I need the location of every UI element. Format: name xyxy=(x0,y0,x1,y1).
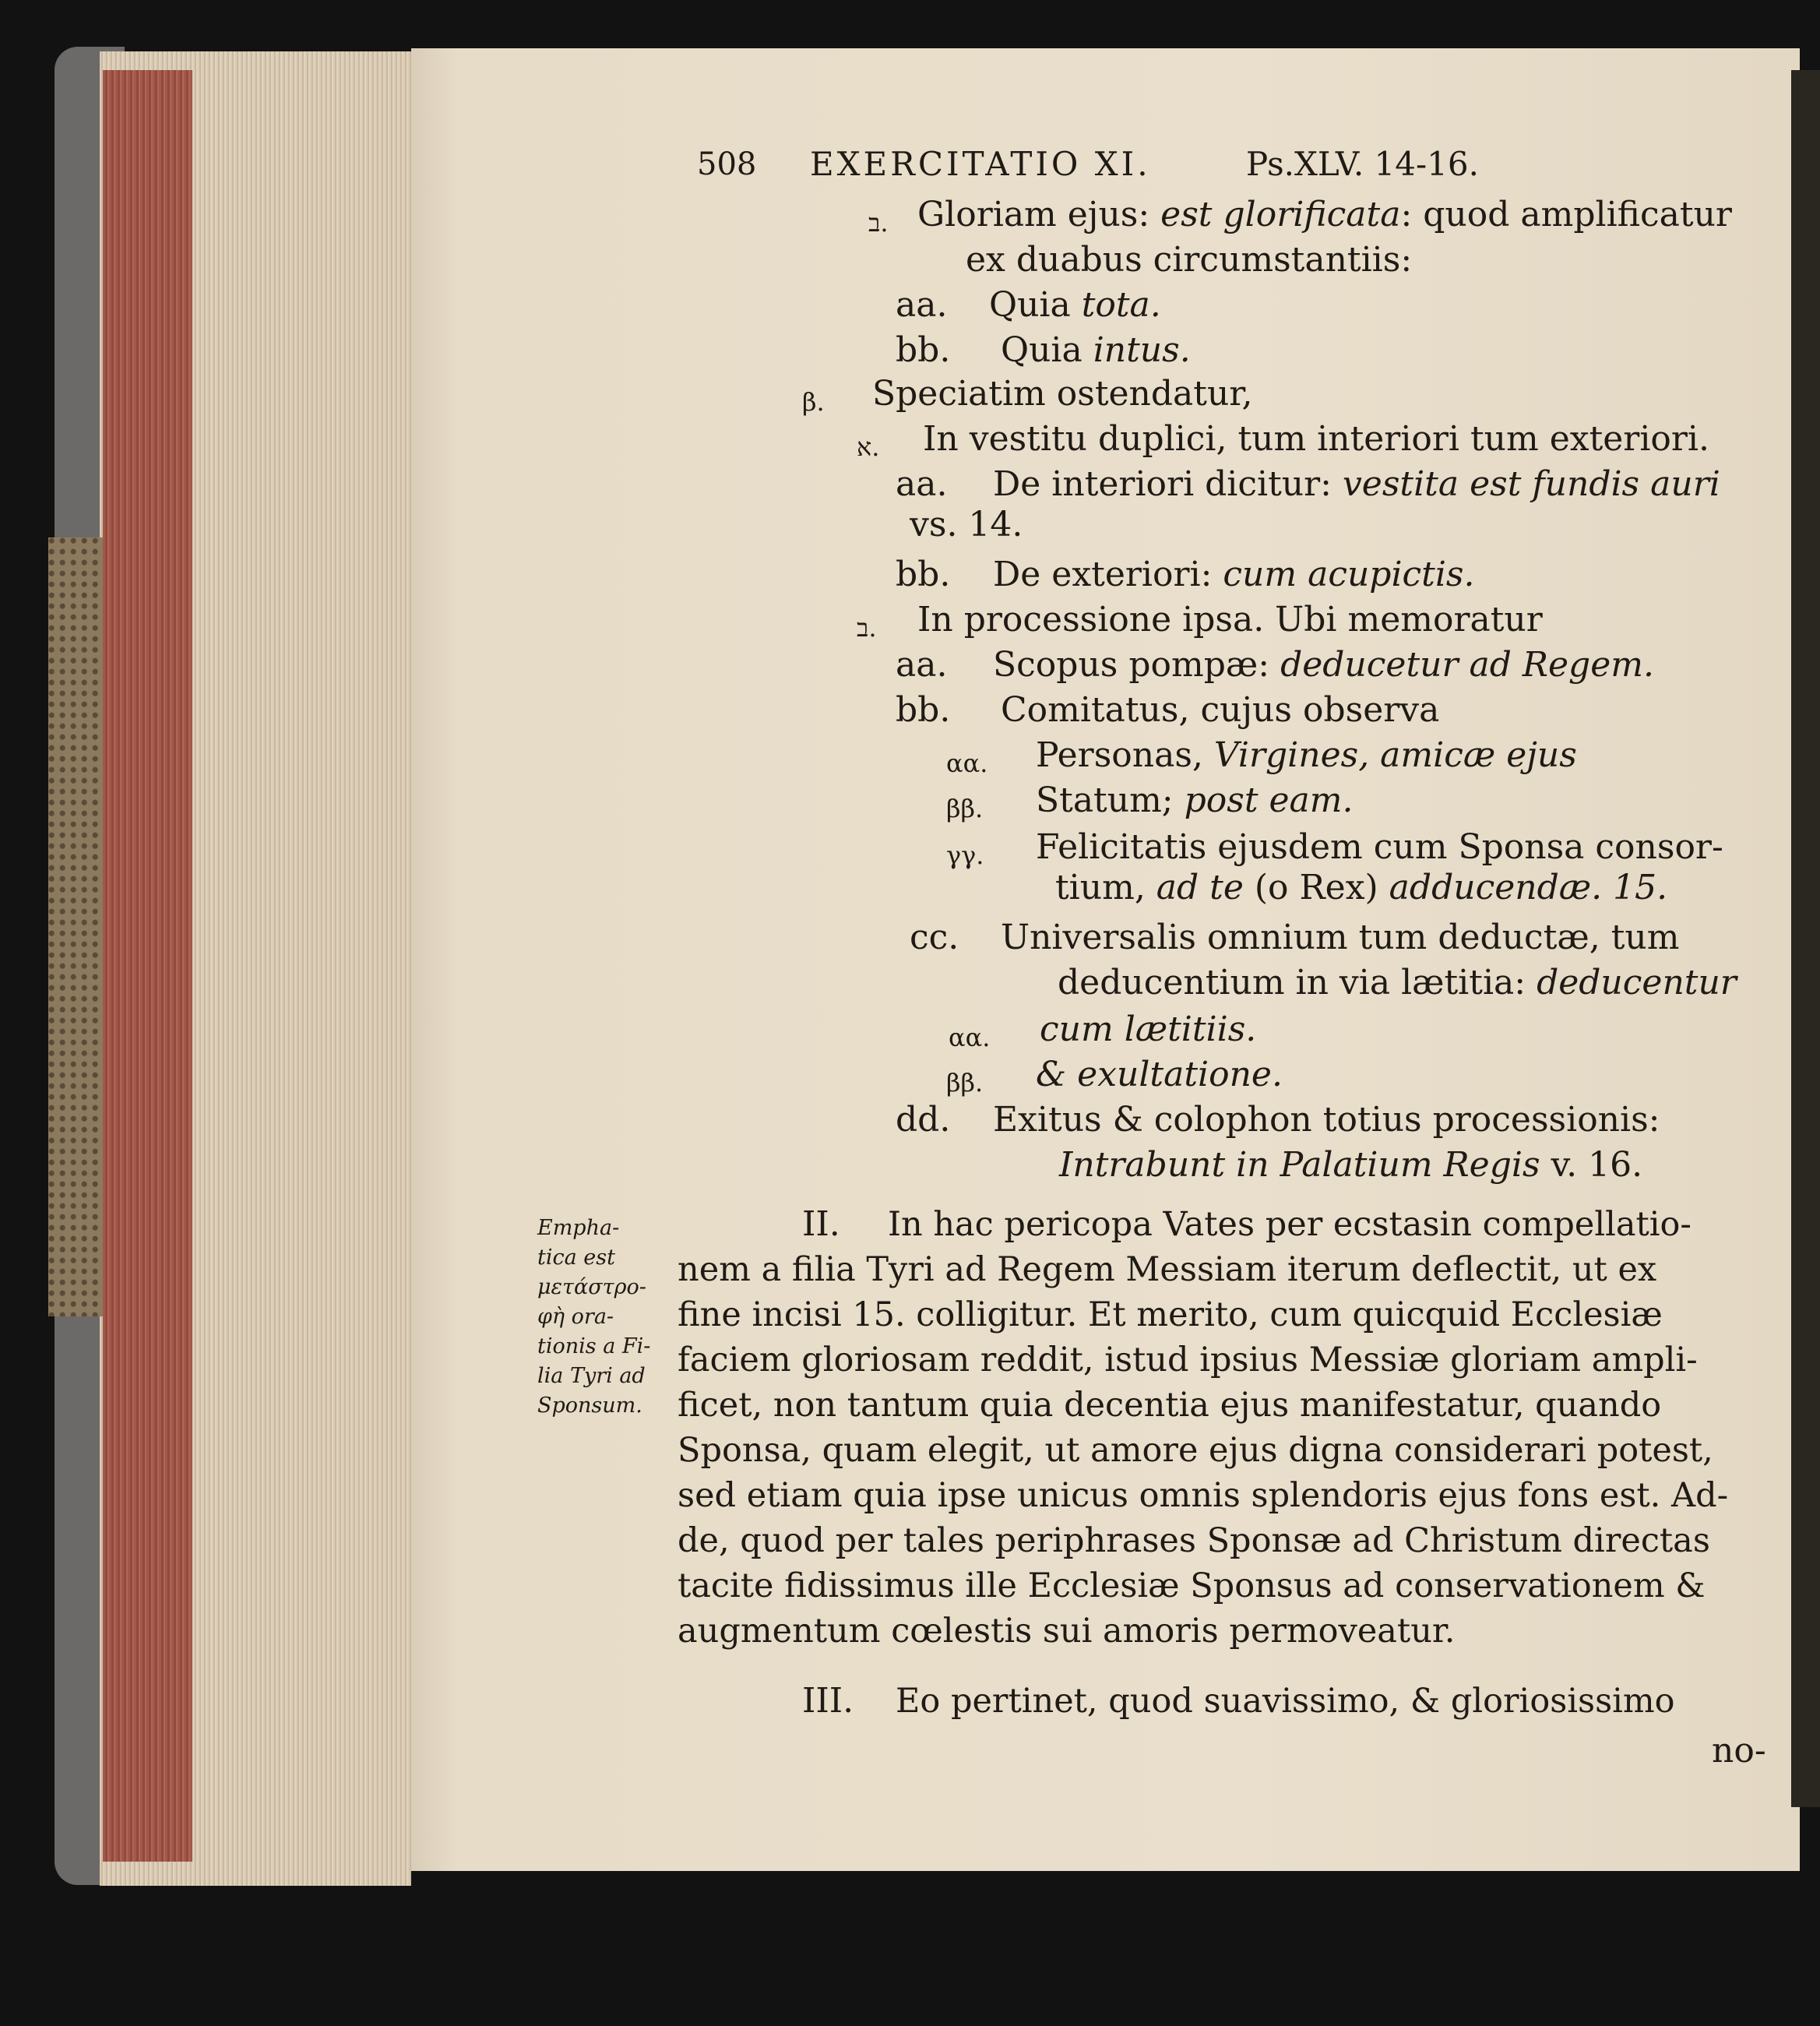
margin-note-line: φὴ ora- xyxy=(537,1305,614,1329)
paragraph-line: faciem gloriosam reddit, istud ipsius Messiæ gloriam ampli- xyxy=(678,1341,1698,1379)
outline-line: Scopus pompæ: deducetur ad Regem. xyxy=(993,645,1654,685)
outline-mark: bb. xyxy=(896,555,951,594)
outline-line: vs. 14. xyxy=(910,505,1023,544)
outline-line: tium, ad te (o Rex) adducendæ. 15. xyxy=(1055,868,1668,907)
page-number: 508 xyxy=(697,146,757,182)
paragraph-line: In hac pericopa Vates per ecstasin compellatio- xyxy=(888,1205,1692,1244)
outline-line: Quia tota. xyxy=(989,285,1161,325)
outline-mark: dd. xyxy=(896,1100,951,1140)
outline-line: Universalis omnium tum deductæ, tum xyxy=(1001,918,1680,957)
paragraph-line: de, quod per tales periphrases Sponsæ ad Christum directas xyxy=(678,1521,1710,1560)
margin-note-line: μετάστρο- xyxy=(537,1275,646,1299)
paragraph-line: ficet, non tantum quia decentia ejus manifestatur, quando xyxy=(678,1386,1662,1425)
outline-line: & exultatione. xyxy=(1036,1055,1283,1094)
paragraph-line: Sponsa, quam elegit, ut amore ejus digna considerari potest, xyxy=(678,1431,1713,1470)
outline-mark: β. xyxy=(802,387,825,417)
outline-line: Quia intus. xyxy=(1001,330,1191,370)
outline-mark: γγ. xyxy=(946,840,984,870)
paragraph-line: Eo pertinet, quod suavissimo, & gloriosissimo xyxy=(896,1682,1675,1721)
outline-mark: ב. xyxy=(868,208,889,238)
outline-mark: aa. xyxy=(896,464,948,504)
outline-mark: ββ. xyxy=(946,1068,984,1098)
outline-line: Statum; post eam. xyxy=(1036,780,1354,820)
paragraph-line: tacite fidissimus ille Ecclesiæ Sponsus ad conservationem & xyxy=(678,1566,1706,1605)
paragraph-line: augmentum cœlestis sui amoris permoveatur. xyxy=(678,1612,1456,1651)
outline-mark: cc. xyxy=(910,918,959,957)
paragraph-number: III. xyxy=(802,1681,854,1721)
margin-note-line: Empha- xyxy=(537,1216,620,1240)
running-title: EXERCITATIO XI. xyxy=(810,145,1151,183)
paragraph-line: sed etiam quia ipse unicus omnis splendoris ejus fons est. Ad- xyxy=(678,1476,1729,1515)
outline-mark: bb. xyxy=(896,690,951,730)
outline-mark: א. xyxy=(857,432,880,462)
outline-line: Exitus & colophon totius processionis: xyxy=(993,1100,1660,1140)
chapter-reference: Ps.XLV. 14-16. xyxy=(1246,145,1479,183)
margin-note-line: tionis a Fi- xyxy=(537,1334,651,1358)
red-page-edges xyxy=(103,70,192,1862)
outline-mark: ב. xyxy=(857,613,877,643)
outline-line: Intrabunt in Palatium Regis v. 16. xyxy=(1059,1145,1643,1185)
outline-line: De interiori dicitur: vestita est fundis auri xyxy=(993,464,1720,504)
margin-note-line: lia Tyri ad xyxy=(537,1364,646,1388)
outline-line: ex duabus circumstantiis: xyxy=(966,240,1413,280)
page-gutter-shadow xyxy=(1791,70,1820,1807)
outline-line: Comitatus, cujus observa xyxy=(1001,690,1440,730)
outline-mark: αα. xyxy=(946,749,988,778)
outline-line: De exteriori: cum acupictis. xyxy=(993,555,1475,594)
outline-line: Speciatim ostendatur, xyxy=(872,374,1253,414)
paragraph-number: II. xyxy=(802,1204,840,1244)
outline-line: cum lætitiis. xyxy=(1040,1009,1257,1049)
outline-mark: bb. xyxy=(896,330,951,370)
outline-line: deducentium in via lætitia: deducentur xyxy=(1058,963,1737,1002)
outline-mark: αα. xyxy=(949,1023,991,1052)
outline-mark: aa. xyxy=(896,645,948,685)
outline-line: Felicitatis ejusdem cum Sponsa consor- xyxy=(1036,827,1723,867)
outline-mark: aa. xyxy=(896,285,948,325)
outline-line: In vestitu duplici, tum interiori tum exteriori. xyxy=(923,419,1709,459)
paragraph-line: nem a filia Tyri ad Regem Messiam iterum deflectit, ut ex xyxy=(678,1250,1657,1289)
paragraph-line: fine incisi 15. colligitur. Et merito, cum quicquid Ecclesiæ xyxy=(678,1295,1663,1334)
outline-line: In processione ipsa. Ubi memoratur xyxy=(917,600,1543,640)
catchword: no- xyxy=(1712,1731,1766,1771)
margin-note-line: Sponsum. xyxy=(537,1394,642,1418)
outline-line: Personas, Virgines, amicæ ejus xyxy=(1036,735,1577,775)
outline-mark: ββ. xyxy=(946,794,984,823)
margin-note-line: tica est xyxy=(537,1246,615,1270)
spine-marbling xyxy=(48,537,103,1316)
outline-line: Gloriam ejus: est glorificata: quod amplificatur xyxy=(917,195,1732,234)
